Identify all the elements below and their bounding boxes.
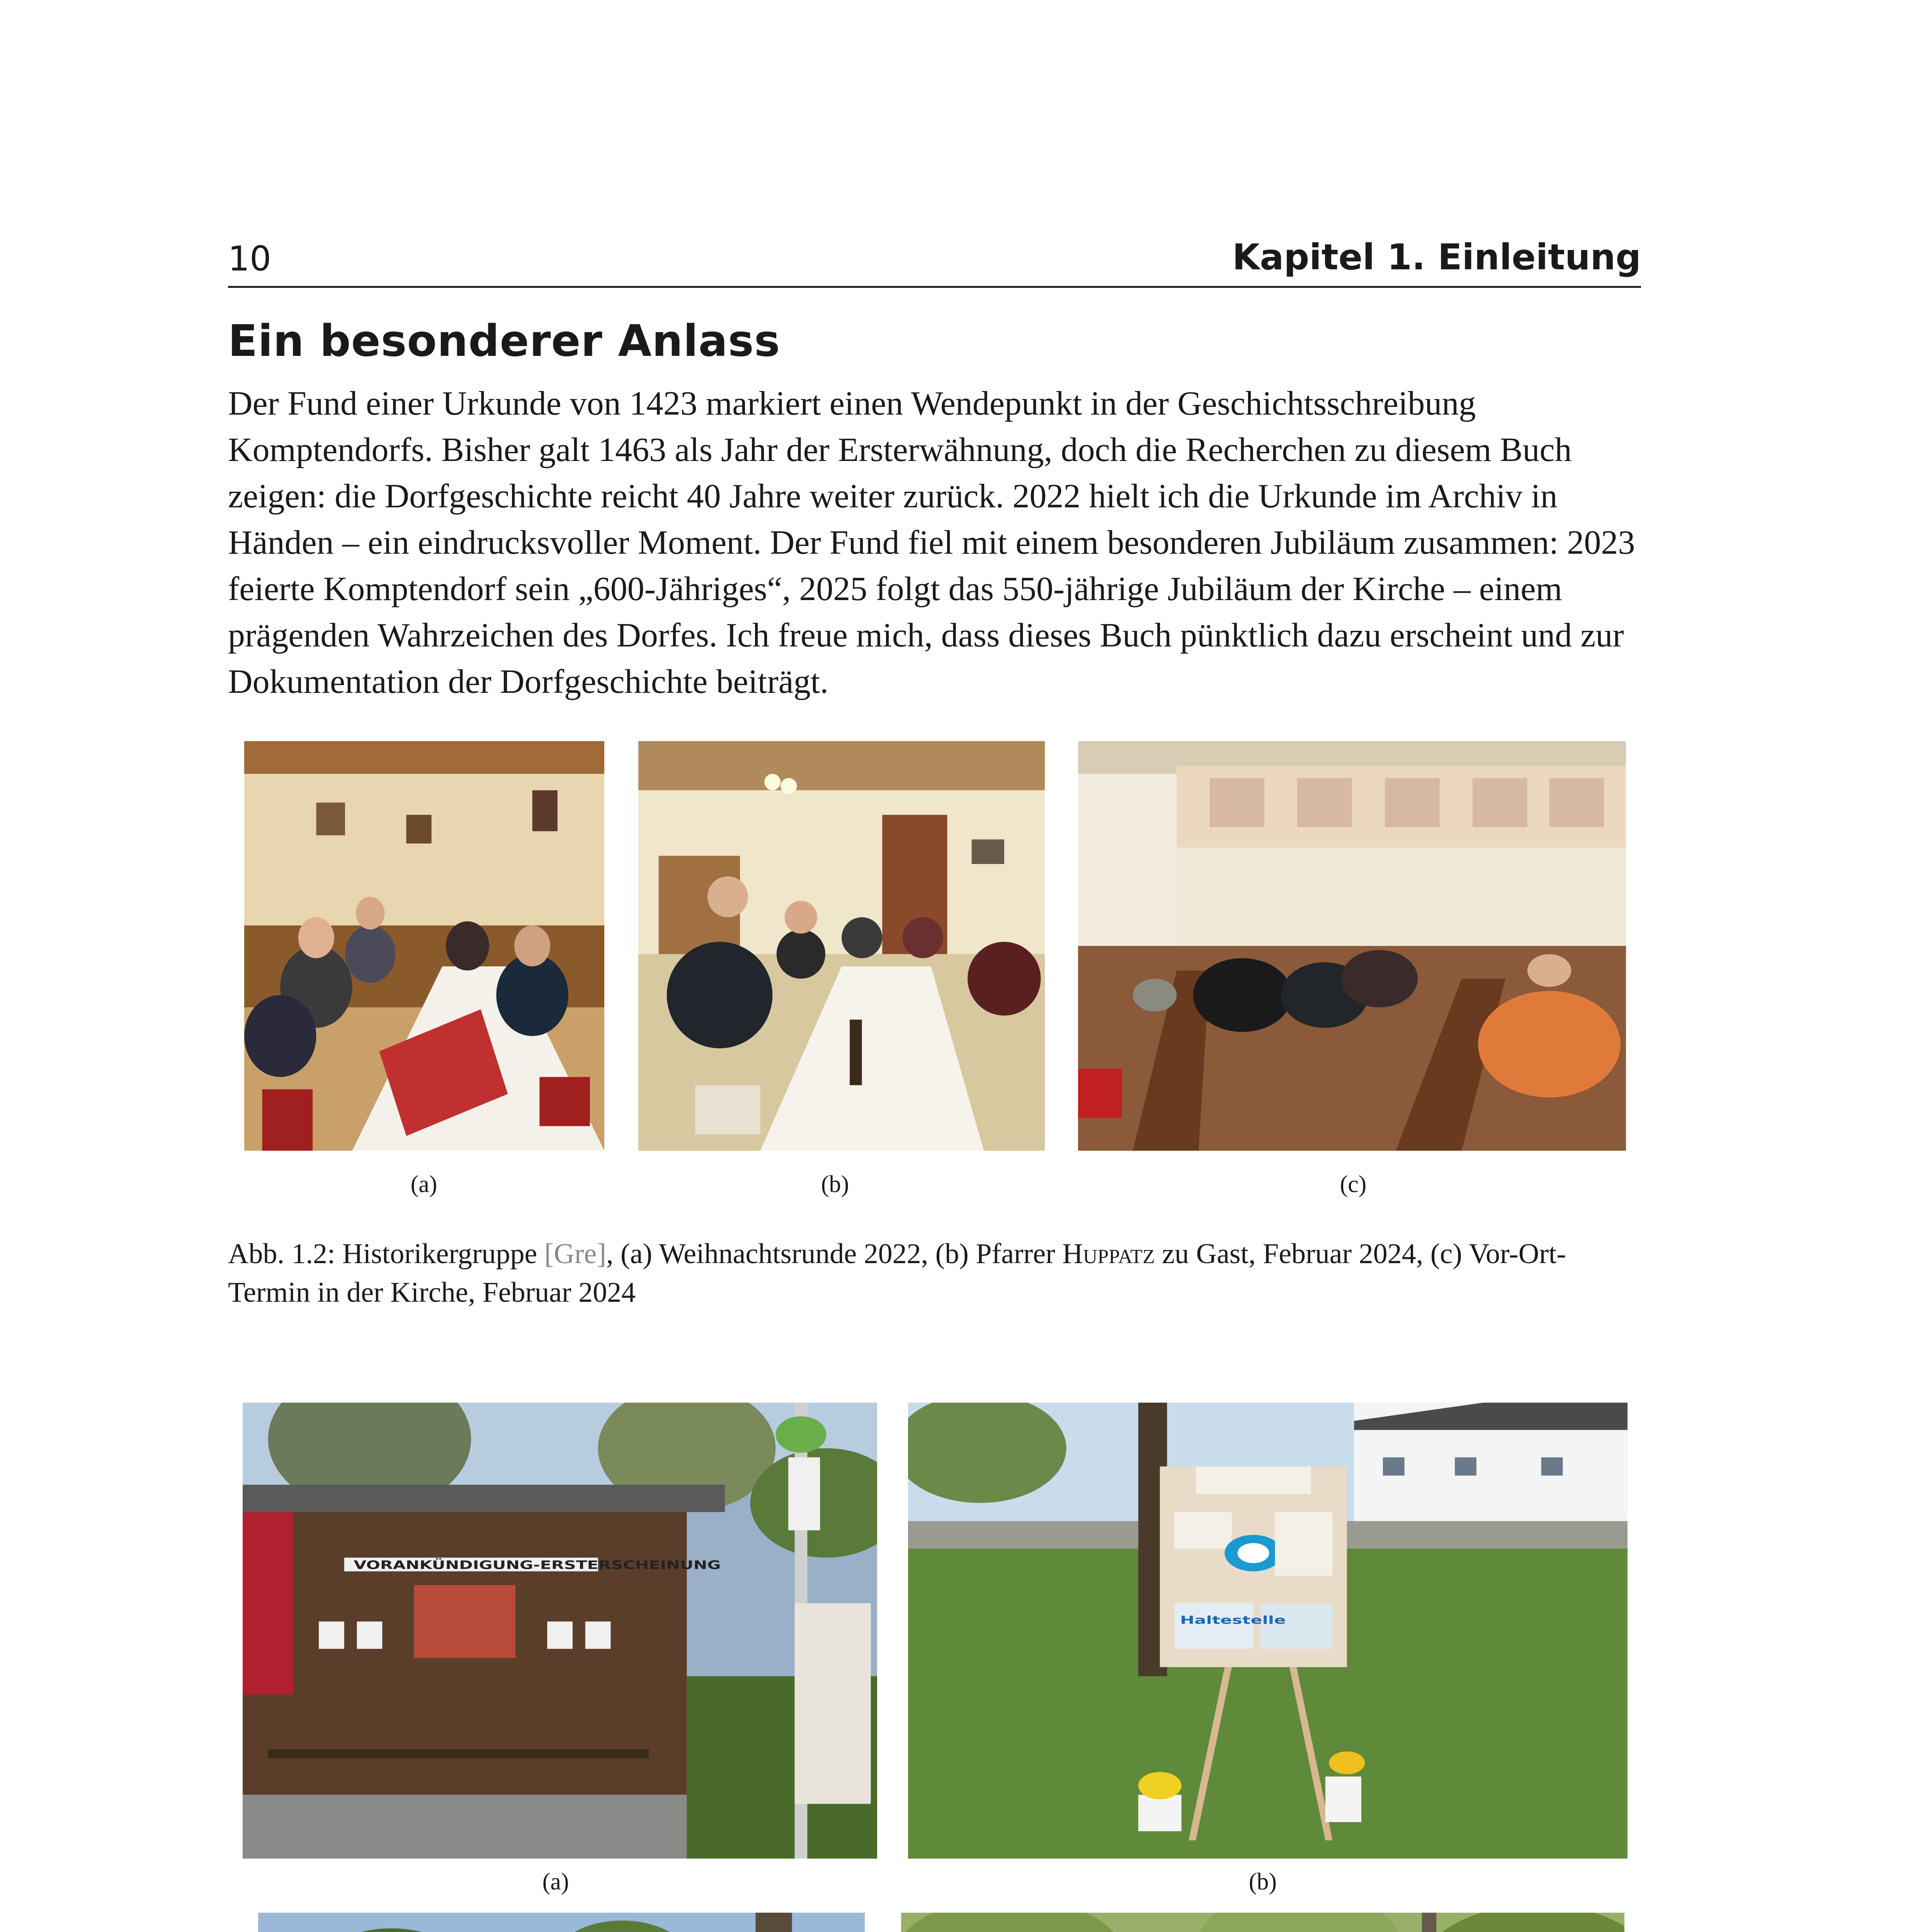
figure-1-3-label-a: (a) (542, 1869, 569, 1895)
photo-christmas-gathering (244, 741, 604, 1151)
figure-1-2-caption (228, 1235, 1641, 1312)
sign-text: Haltestelle (1180, 1613, 1286, 1627)
section-heading: Ein besonderer Anlass (228, 316, 781, 366)
header-rule (228, 286, 1641, 288)
figure-1-2-label-c: (c) (1340, 1171, 1367, 1197)
photo-bicycle-tour (258, 1913, 865, 1932)
figure-1-2-label-a: (a) (410, 1171, 437, 1197)
figure-1-2-label-b: (b) (821, 1171, 849, 1197)
photo-ruin-visit (901, 1913, 1624, 1932)
photo-pastor-visit (638, 741, 1045, 1151)
figure-1-3-label-b: (b) (1248, 1869, 1277, 1895)
photo-bus-shelter (243, 1403, 877, 1859)
photo-info-board (908, 1403, 1628, 1859)
banner-text: VORANKÜNDIGUNG-ERSTERSCHEINUNG (354, 1558, 721, 1572)
body-text (228, 381, 1641, 705)
person-name: Huppatz (1062, 1238, 1155, 1270)
caption-text: , (a) Weihnachtsrunde 2022, (b) Pfarrer (606, 1238, 1063, 1270)
page-number: 10 (228, 239, 271, 279)
caption-text: zu Gast, Februar 2024, (c) Vor-Ort-Termin in der Kirche, Februar 2024 (228, 1238, 1566, 1308)
citation-gre[interactable]: [Gre] (544, 1238, 606, 1270)
chapter-title: Kapitel 1. Einleitung (1232, 236, 1641, 278)
caption-label: Abb. 1.2: Historikergruppe (228, 1238, 544, 1270)
body-paragraph: Der Fund einer Urkunde von 1423 markiert einen Wendepunkt in der Geschichtsschreibung Komptendorfs. Bisher galt 1463 als Jahr der Ersterwähnung, doch die Recherchen zu diesem Buch zeigen: die Dorfgeschichte reicht 40 Jahre weiter zurück. 2022 hielt ich die Urkunde im Archiv in Händen – ein eindrucksvoller Moment. Der Fund fiel mit einem besonderen Jubiläum zusammen: 2023 feierte Komptendorf sein „600-Jähriges“, 2025 folgt das 550-jährige Jubiläum der Kirche – einem prägenden Wahrzeichen des Dorfes. Ich freue mich, dass dieses Buch pünktlich dazu erscheint und zur Dokumentation der Dorfgeschichte beiträgt. (228, 385, 1635, 701)
photo-church-interior (1078, 741, 1626, 1151)
